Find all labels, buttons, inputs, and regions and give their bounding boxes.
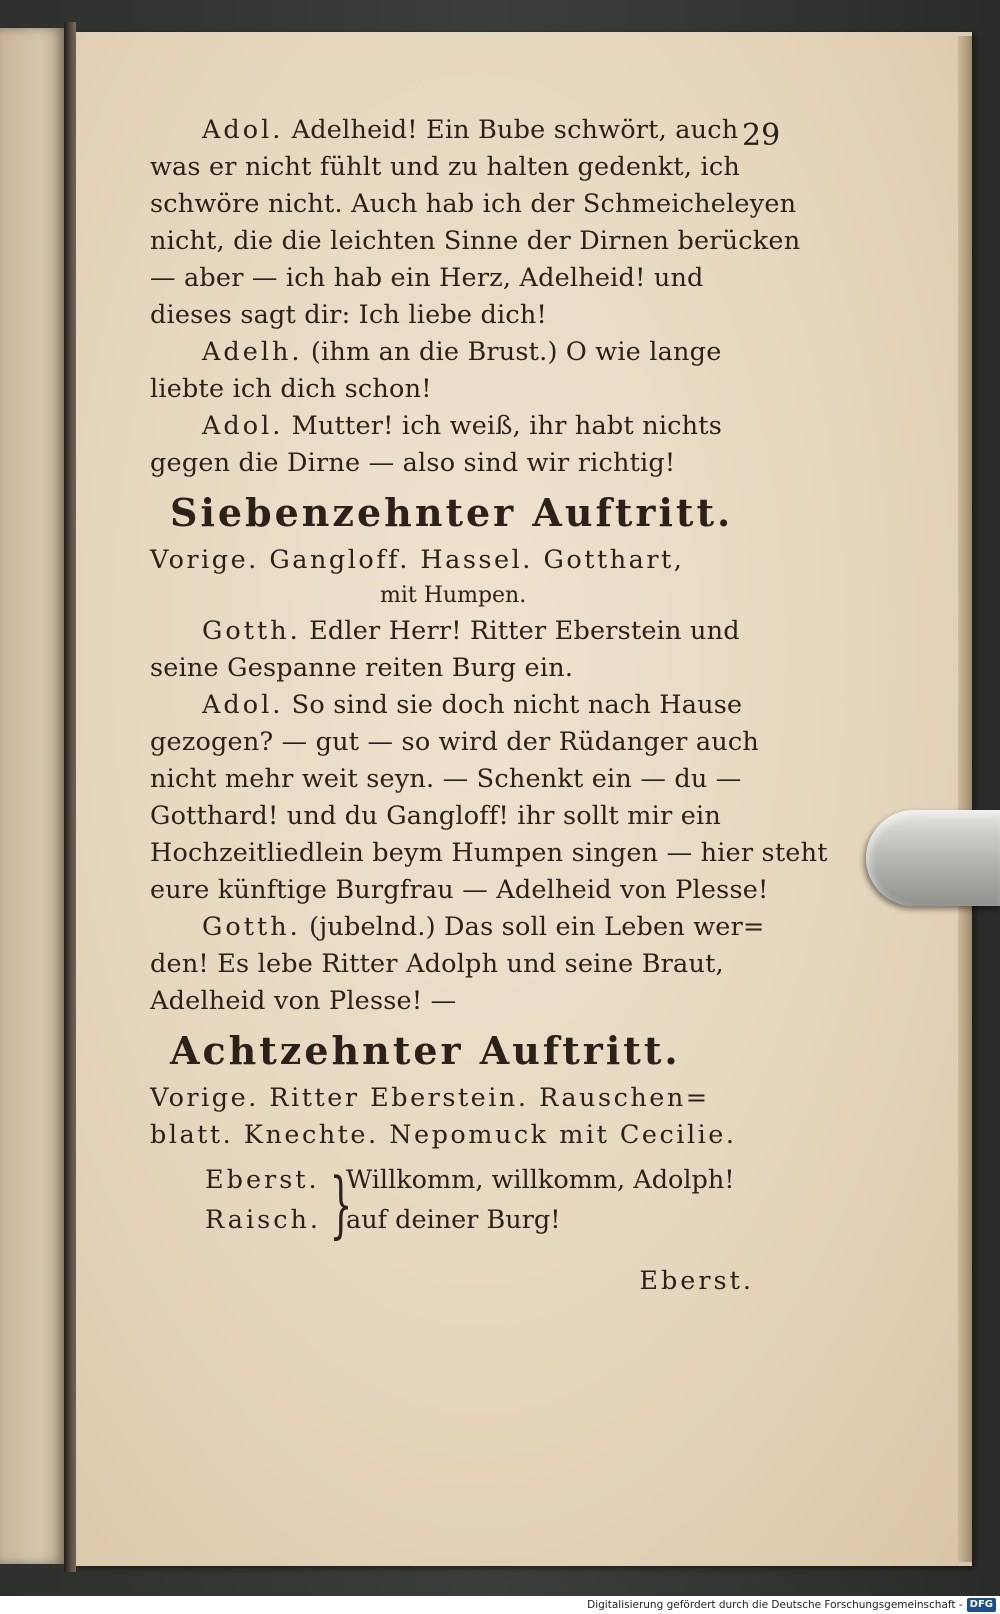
scene-heading: Achtzehnter Auftritt. [170,1028,681,1073]
text-line: liebte ich dich schon! [150,374,432,404]
page-clip [866,810,1000,906]
text-line: schwöre nicht. Auch hab ich der Schmeicheleyen [150,189,797,219]
text-line: Hochzeitliedlein beym Humpen singen — hier steht [150,838,828,868]
text-line: Adol. So sind sie doch nicht nach Hause [202,690,743,720]
text-line: dieses sagt dir: Ich liebe dich! [150,300,547,330]
text-line: Adol. Mutter! ich weiß, ihr habt nichts [202,411,723,441]
scene-heading: Siebenzehnter Auftritt. [170,490,734,535]
chorus-text [346,1160,735,1240]
text-line: Adol. Adelheid! Ein Bube schwört, auch [202,115,739,145]
speaker-name: Gotth. [202,912,301,942]
speaker-name: Raisch. [205,1205,322,1235]
text-line: Willkomm, willkomm, Adolph! [346,1165,735,1195]
text-line: eure künftige Burgfrau — Adelheid von Plesse! [150,875,769,905]
text-line: den! Es lebe Ritter Adolph und seine Braut, [150,949,724,979]
stage-direction: blatt. Knechte. Nepomuck mit Cecilie. [150,1120,737,1150]
text-line: Gotth. Edler Herr! Ritter Eberstein und [202,616,740,646]
stage-direction: Vorige. Ritter Eberstein. Rauschen= [150,1083,710,1113]
text-line: Gotthard! und du Gangloff! ihr sollt mir ein [150,801,721,831]
book-gutter [64,22,76,1572]
speaker-name: Adol. [202,411,284,441]
text-line: gegen die Dirne — also sind wir richtig! [150,448,676,478]
speaker-name: Adol. [202,115,284,145]
text-line: nicht mehr weit seyn. — Schenkt ein — du — [150,764,742,794]
text-line: Adelheid von Plesse! — [150,986,457,1016]
chorus-speakers [205,1160,321,1240]
curly-brace: } [329,1162,353,1246]
text-line: Gotth. (jubelnd.) Das soll ein Leben wer= [202,912,765,942]
previous-page-edge [0,28,66,1564]
speaker-name: Eberst. [205,1165,320,1195]
text-line: Adelh. (ihm an die Brust.) O wie lange [202,337,722,367]
speaker-name: Gotth. [202,616,301,646]
footer-credit: Digitalisierung gefördert durch die Deutsche Forschungsgemeinschaft - [587,1599,963,1611]
stage-direction: mit Humpen. [380,583,527,608]
catchword: Eberst. [639,1266,754,1296]
page-text [150,112,828,1296]
page-number: 29 [742,118,781,153]
text-line: nicht, die die leichten Sinne der Dirnen berücken [150,226,801,256]
text-line: gezogen? — gut — so wird der Rüdanger auch [150,727,759,757]
text-line: was er nicht fühlt und zu halten gedenkt, ich [150,152,740,182]
dfg-logo: DFG [967,1598,996,1612]
page-stack-edge [958,36,972,1562]
text-line: seine Gespanne reiten Burg ein. [150,653,574,683]
text-line: auf deiner Burg! [346,1205,561,1235]
text-line: — aber — ich hab ein Herz, Adelheid! und [150,263,704,293]
stage-direction: Vorige. Gangloff. Hassel. Gotthart, [150,545,685,575]
speaker-name: Adol. [202,690,284,720]
chorus-block [150,1160,790,1296]
speaker-name: Adelh. [202,337,303,367]
footer-bar [0,1596,1000,1614]
